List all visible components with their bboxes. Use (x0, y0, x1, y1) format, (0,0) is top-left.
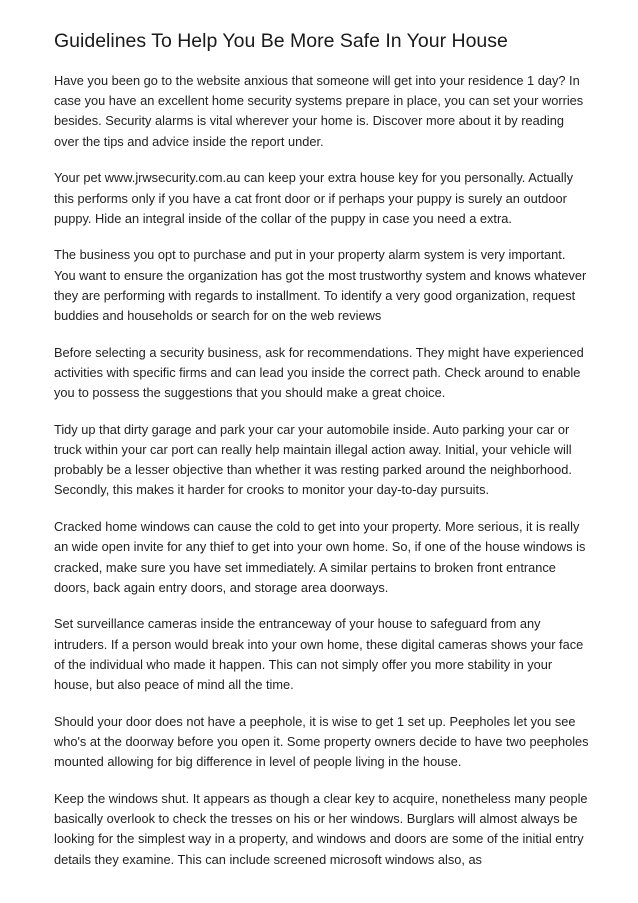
paragraph-2: Your pet www.jrwsecurity.com.au can keep your extra house key for you personally. Actually this performs only if you have a cat front door or if perhaps your puppy is surely an outdoor puppy. Hide an integral inside of the collar of the puppy in case you need a extra. (54, 170, 573, 226)
paragraph-3: The business you opt to purchase and put in your property alarm system is very important. You want to ensure the organization has got the most trustworthy system and knows whatever they are performing with regards to installment. To identify a very good organization, request buddies and households or search for on the web reviews (54, 247, 587, 324)
document-page (54, 28, 590, 886)
paragraph-7: Set surveillance cameras inside the entranceway of your house to safeguard from any intruders. If a person would break into your own home, these digital cameras shows your face of the individual who made it happen. This can not simply offer you more stability in your house, but also peace of mind all the time. (54, 616, 584, 693)
paragraph-1: Have you been go to the website anxious that someone will get into your residence 1 day? In case you have an excellent home security systems prepare in place, you can set your worries besides. Security alarms is vital wherever your home is. Discover more about it by reading over the tips and advice inside the report under. (54, 73, 584, 149)
paragraph-5: Tidy up that dirty garage and park your car your automobile inside. Auto parking your car or truck within your car port can really help maintain illegal action away. Initial, your vehicle will probably be a lesser objective than whether it was resting parked around the neighborhood. Secondly, this makes it harder for crooks to monitor your day-to-day pursuits. (54, 421, 572, 498)
document-title: Guidelines To Help You Be More Safe In Your House (54, 30, 508, 52)
paragraph-4: Before selecting a security business, ask for recommendations. They might have experienced activities with specific firms and can lead you inside the correct path. Check around to enable you to possess the suggestions that you should make a great choice. (54, 344, 584, 401)
paragraph-8: Should your door does not have a peephole, it is wise to get 1 set up. Peepholes let you see who's at the doorway before you open it. Some property owners decide to have two peepholes mounted allowing for big difference in level of people living in the house. (54, 713, 589, 770)
paragraph-9: Keep the windows shut. It appears as though a clear key to acquire, nonetheless many people basically overlook to check the tresses on his or her windows. Burglars will almost always be looking for the simplest way in a property, and windows and doors are some of the initial entry details they examine. This can include screened microsoft windows also, as (54, 790, 588, 867)
paragraph-6: Cracked home windows can cause the cold to get into your property. More serious, it is really an wide open invite for any thief to get into your own home. So, if one of the house windows is cracked, make sure you have set immediately. A similar pertains to broken front entrance doors, back again entry doors, and storage area doorways. (54, 519, 586, 595)
